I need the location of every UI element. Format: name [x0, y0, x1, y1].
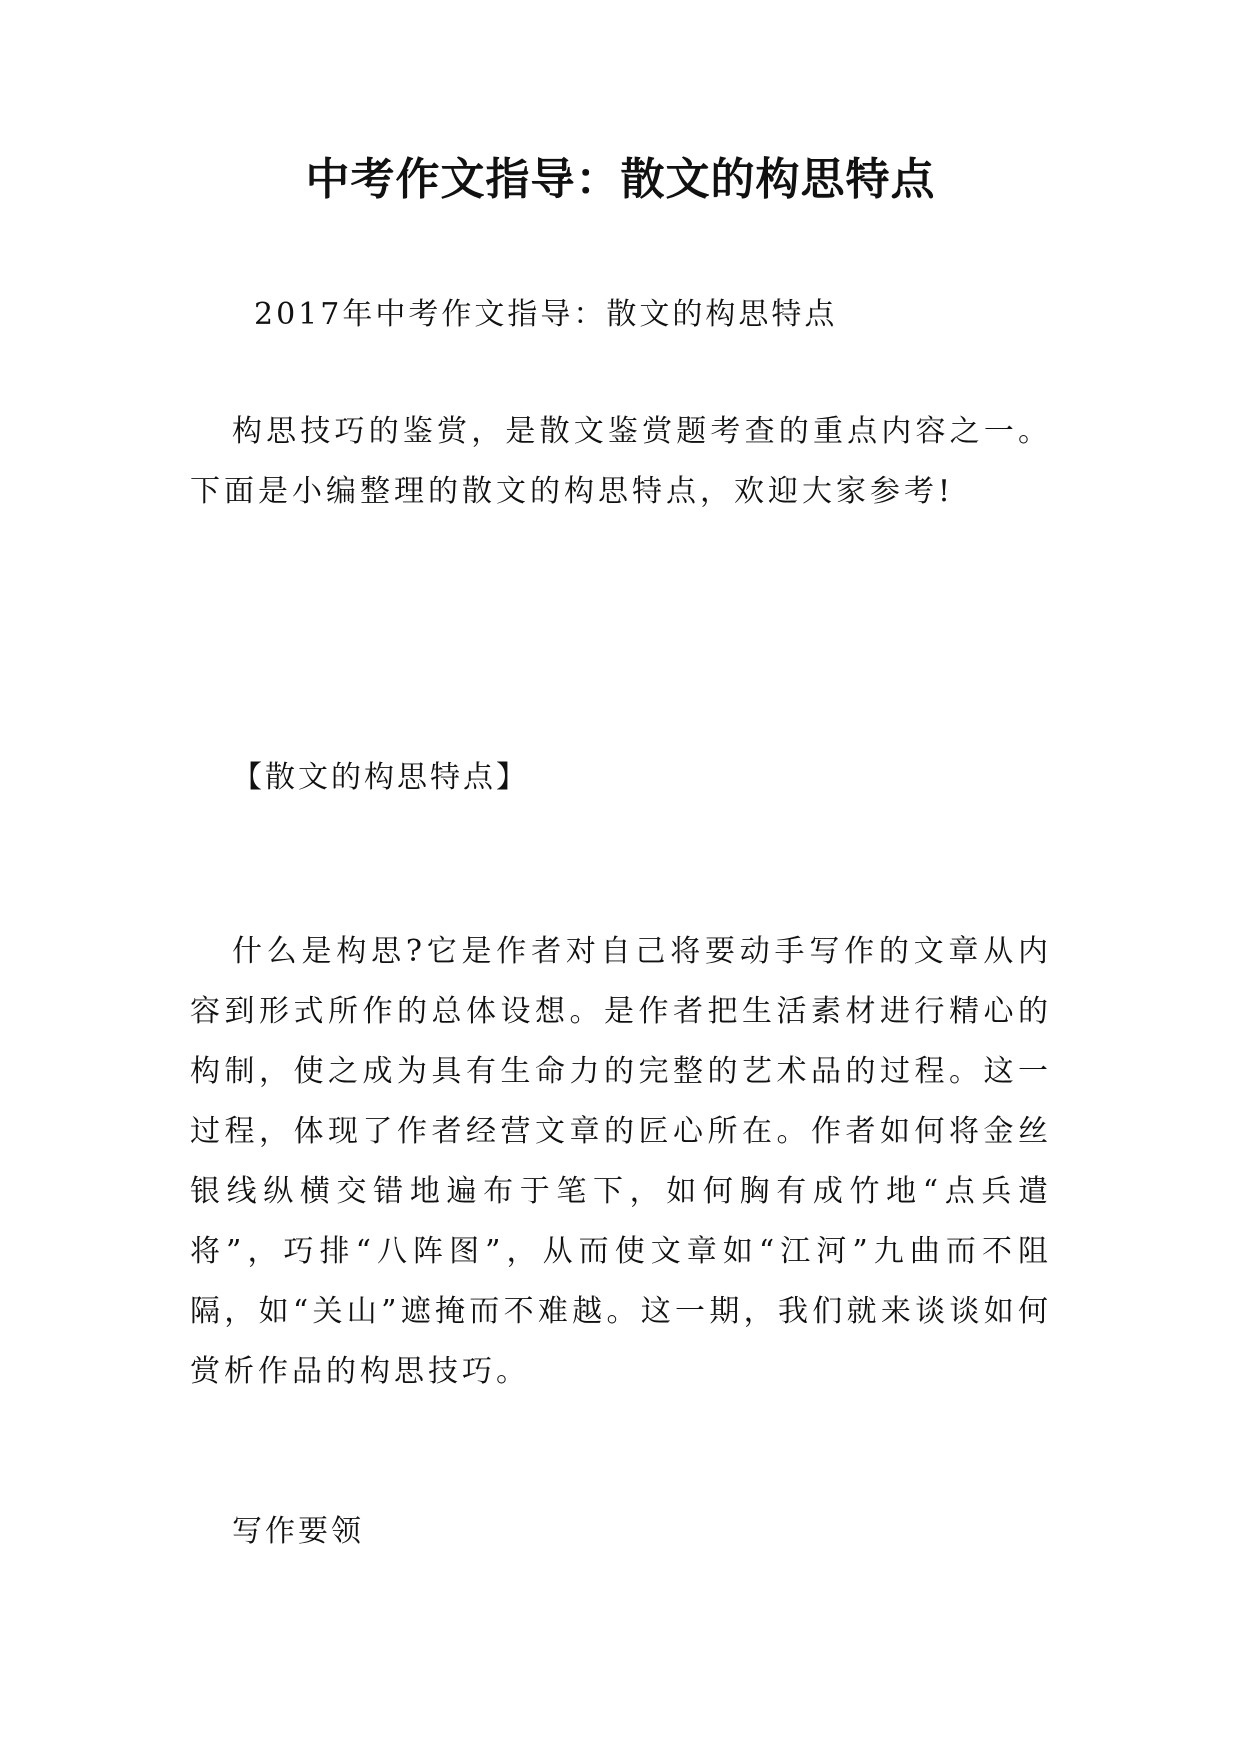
- document-subtitle: 2017年中考作文指导：散文的构思特点: [254, 297, 838, 332]
- body-paragraph: 什么是构思?它是作者对自己将要动手写作的文章从内容到形式所作的总体设想。是作者把生活素材进行精心的构制，使之成为具有生命力的完整的艺术品的过程。这一过程，体现了作者经营文章的匠心所在。作者如何将金丝银线纵横交错地遍布于笔下，如何胸有成竹地“点兵遣将”，巧排“八阵图”，从而使文章如“江河”九曲而不阻隔，如“关山”遮掩而不难越。这一期，我们就来谈谈如何赏析作品的构思技巧。: [190, 934, 1052, 1389]
- intro-paragraph: 构思技巧的鉴赏，是散文鉴赏题考查的重点内容之一。下面是小编整理的散文的构思特点，欢迎大家参考!: [190, 414, 1052, 509]
- writing-heading: 写作要领: [232, 1514, 364, 1549]
- document-title: 中考作文指导：散文的构思特点: [305, 154, 936, 205]
- section-heading: 【散文的构思特点】: [232, 760, 529, 795]
